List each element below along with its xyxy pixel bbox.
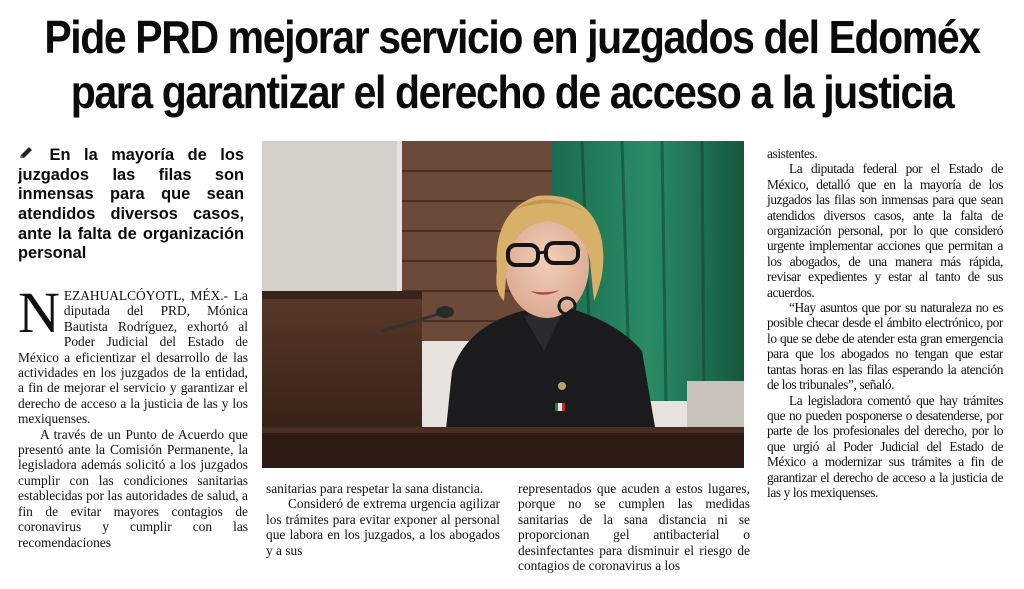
headline-line-2: para garantizar el derecho de acceso a la justicia: [70, 66, 954, 118]
headline-line-1: Pide PRD mejorar servicio en juzgados del Edoméx: [44, 11, 980, 63]
article-column-3: [518, 481, 750, 573]
pencil-icon: [18, 146, 36, 166]
article-paragraph: La diputada federal por el Estado de México, detalló que en la mayoría de los juzgados las filas son inmensas para que sean atendidos diversos casos, ante la falta de organización personal, por lo que consideró urgente implementar acciones que permitan a los abogados, de una manera más rápida, revisar expedientes y estar al tanto de sus acuerdos.: [767, 161, 1003, 300]
article-paragraph: La legisladora comentó que hay trámites que no pueden posponerse o desatenderse, por parte de los profesionales del derecho, por lo que urgió al Poder Judicial del Estado de México a modernizar sus trámites a fin de garantizar el derecho de acceso a la justicia de las y los mexiquenses.: [767, 392, 1003, 500]
article-paragraph: sanitarias para respetar la sana distancia.: [266, 481, 484, 496]
article-paragraph: asistentes.: [767, 146, 818, 161]
article-photo: [262, 141, 744, 468]
subheadline-text: En la mayoría de los juzgados las filas son inmensas para que sean atendidos diversos casos, ante la falta de organización personal: [18, 146, 244, 263]
article-paragraph: representados que acuden a estos lugares, porque no se cumplen las medidas sanitarias de la sana distancia ni se proporcionan gel antibacterial o desinfectantes para disminuir el riesgo de contagios de coronavirus a los: [518, 481, 750, 574]
article-paragraph: A través de un Punto de Acuerdo que presentó ante la Comisión Permanente, la legisladora además solicitó a los juzgados cumplir con las condiciones sanitarias establecidas por las autoridades de salud, a fin de evitar mayores contagios de coronavirus y cumplir con las recomendaciones: [18, 426, 248, 550]
article-paragraph: Consideró de extrema urgencia agilizar los trámites para evitar exponer al personal que labora en los juzgados, a los abogados y a sus: [266, 496, 500, 558]
article-column-1: [18, 280, 248, 550]
article-column-2: [266, 481, 500, 558]
drop-cap: N: [18, 280, 60, 345]
article-lead-paragraph: EZAHUALCÓYOTL, MÉX.- La diputada del PRD, Mónica Bautista Rodríguez, exhortó al Poder Judicial del Estado de México a eficientizar el desarrollo de las actividades en los juzgados de la entidad, a fin de mejorar el servicio y garantizar el derecho de acceso a la justicia de las y los mexiquenses.: [18, 288, 248, 427]
article-column-4: [767, 146, 1003, 500]
article-quote: “Hay asuntos que por su naturaleza no es posible checar desde el ámbito electrónico, por lo que se debe de atender esta gran emergencia para que los abogados no tengan que estar tantas horas en las filas esperando la atención de los tribunales”, señaló.: [767, 300, 1003, 393]
subheadline: [18, 146, 244, 264]
